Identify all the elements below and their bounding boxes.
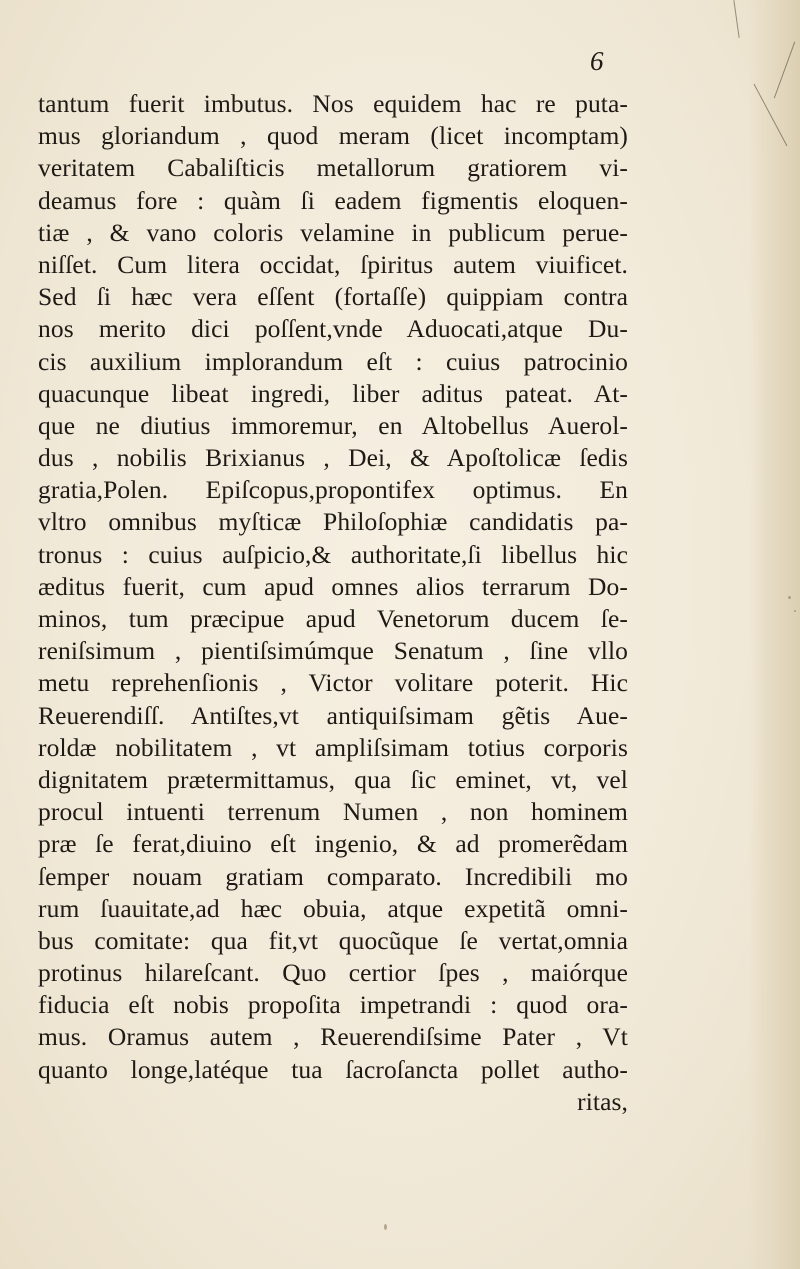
text-line: metu reprehenſionis , Victor volitare poterit. Hic: [38, 668, 628, 698]
text-line: ſemper nouam gratiam comparato. Incredibili mo: [38, 861, 628, 891]
text-line: dignitatem prætermittamus, qua ſic eminet, vt, vel: [38, 764, 628, 794]
text-line: reniſsimum , pientiſsimúmque Senatum , ſine vllo: [38, 636, 628, 666]
text-line: fiducia eſt nobis propoſita impetrandi : quod ora-: [38, 990, 628, 1020]
page-number: 6: [590, 46, 604, 76]
text-line: mus. Oramus autem , Reuerendiſsime Pater , Vt: [38, 1022, 628, 1052]
text-line: tantum fuerit imbutus. Nos equidem hac re puta-: [38, 89, 628, 118]
text-line: rum ſuauitate,ad hæc obuia, atque expetitã omni-: [38, 893, 628, 923]
text-line: quacunque libeat ingredi, liber aditus pateat. At-: [38, 378, 628, 408]
edge-mark: [733, 0, 739, 38]
catchword: ritas,: [577, 1086, 628, 1116]
text-line: gratia,Polen. Epiſcopus,propontifex optimus. En: [38, 475, 628, 505]
text-line: procul intuenti terrenum Numen , non hominem: [38, 797, 628, 827]
text-line: bus comitate: qua fit,vt quocũque ſe vertat,omnia: [38, 925, 628, 955]
text-line: præ ſe ferat,diuino eſt ingenio, & ad promerẽdam: [38, 829, 628, 859]
text-line: æditus fuerit, cum apud omnes alios terrarum Do-: [38, 571, 628, 601]
text-line: que ne diutius immoremur, en Altobellus Auerol-: [38, 410, 628, 440]
paper-speck: [794, 610, 796, 612]
text-line: minos, tum præcipue apud Venetorum ducem ſe-: [38, 604, 628, 633]
text-line: veritatem Cabaliſticis metallorum gratiorem vi-: [38, 153, 628, 183]
paper-speck: [384, 1224, 387, 1230]
text-line: quanto longe,latéque tua ſacroſancta pollet autho-: [38, 1054, 628, 1084]
text-line: vltro omnibus myſticæ Philoſophiæ candidatis pa-: [38, 507, 628, 537]
text-line: dus , nobilis Brixianus , Dei, & Apoſtolicæ ſedis: [38, 443, 628, 473]
text-line: deamus fore : quàm ſi eadem figmentis eloquen-: [38, 185, 628, 215]
text-line: Sed ſi hæc vera eſſent (fortaſſe) quippiam contra: [38, 282, 628, 312]
text-line: protinus hilareſcant. Quo certior ſpes , maiórque: [38, 958, 628, 988]
text-line: niſſet. Cum litera occidat, ſpiritus autem viuificet.: [38, 249, 628, 279]
text-line: tronus : cuius auſpicio,& authoritate,ſi libellus hic: [38, 539, 628, 569]
text-line: cis auxilium implorandum eſt : cuius patrocinio: [38, 346, 628, 376]
text-line: mus gloriandum , quod meram (licet incomptam): [38, 121, 628, 151]
paper-speck: [788, 596, 791, 599]
text-line: tiæ , & vano coloris velamine in publicum perue-: [38, 217, 628, 247]
body-text: [38, 88, 628, 1118]
text-line: Reuerendiſſ. Antiſtes,vt antiquiſsimam gẽtis Aue-: [38, 700, 628, 730]
text-line: roldæ nobilitatem , vt ampliſsimam totius corporis: [38, 732, 628, 762]
text-line: nos merito dici poſſent,vnde Aduocati,atque Du-: [38, 314, 628, 344]
page-edge-shadow: [748, 0, 800, 1269]
